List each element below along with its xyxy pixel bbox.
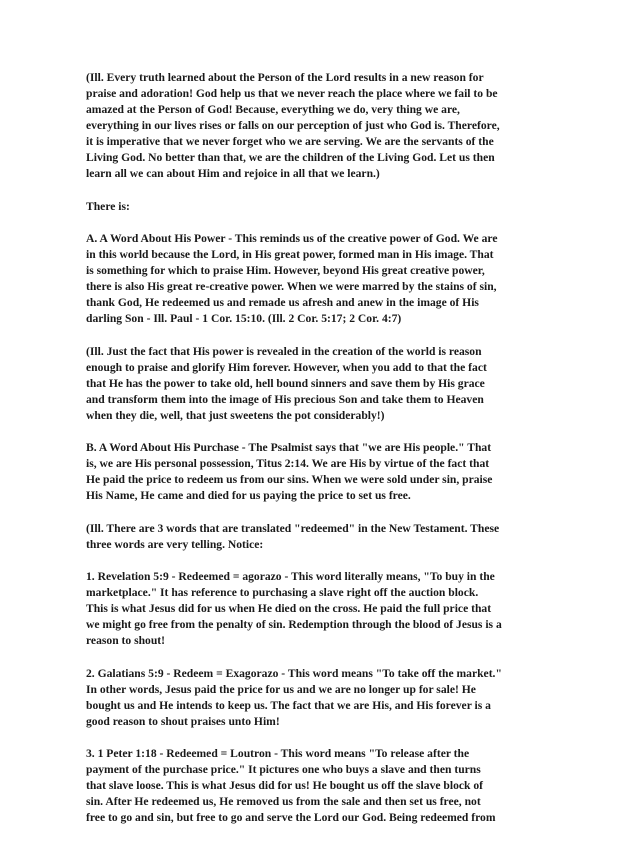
text-line: free to go and sin, but free to go and serve the Lord our God. Being redeemed from: [86, 811, 496, 824]
paragraph-power-illustration: [86, 344, 552, 424]
paragraph-point-2-exagorazo: [86, 666, 552, 730]
text-line: everything in our lives rises or falls on our perception of just who God is. Therefore,: [86, 119, 500, 132]
text-line: amazed at the Person of God! Because, everything we do, very thing we are,: [86, 103, 460, 116]
text-line: darling Son - Ill. Paul - 1 Cor. 15:10. (Ill. 2 Cor. 5:17; 2 Cor. 4:7): [86, 312, 402, 325]
paragraph-point-1-agorazo: [86, 569, 552, 649]
text-line: that He has the power to take old, hell bound sinners and save them by His grace: [86, 376, 485, 390]
text-line: it is imperative that we never forget who we are serving. We are the servants of the: [86, 135, 494, 148]
text-line: 3. 1 Peter 1:18 - Redeemed = Loutron - This word means "To release after the: [86, 747, 470, 760]
text-line: There is:: [86, 199, 130, 213]
paragraph-section-a-power: [86, 231, 552, 327]
text-line: sin. After He redeemed us, He removed us from the sale and then set us free, not: [86, 795, 481, 808]
text-line: praise and adoration! God help us that we never reach the place where we fail to be: [86, 87, 498, 100]
text-line: when they die, well, that just sweetens the pot considerably!): [86, 408, 385, 422]
text-line: we might go free from the penalty of sin. Redemption through the blood of Jesus is a: [86, 618, 502, 631]
text-line: (Ill. There are 3 words that are translated "redeemed" in the New Testament. These: [86, 521, 500, 535]
text-line: three words are very telling. Notice:: [86, 537, 264, 551]
text-line: is, we are His personal possession, Titus 2:14. We are His by virtue of the fact that: [86, 457, 490, 470]
text-line: thank God, He redeemed us and remade us afresh and anew in the image of His: [86, 296, 479, 309]
text-line: Living God. No better than that, we are the children of the Living God. Let us then: [86, 151, 495, 164]
text-line: In other words, Jesus paid the price for us and we are no longer up for sale! He: [86, 682, 476, 696]
text-line: B. A Word About His Purchase - The Psalmist says that "we are His people." That: [86, 441, 492, 454]
text-line: enough to praise and glorify Him forever. However, when you add to that the fact: [86, 360, 487, 374]
text-line: bought us and He intends to keep us. The fact that we are His, and His forever is a: [86, 698, 491, 712]
text-line: that slave loose. This is what Jesus did for us! He bought us off the slave block of: [86, 779, 484, 792]
text-line: A. A Word About His Power - This reminds us of the creative power of God. We are: [86, 232, 498, 245]
paragraph-there-is: [86, 199, 552, 215]
text-line: is something for which to praise Him. However, beyond His great creative power,: [86, 264, 485, 277]
text-line: payment of the purchase price." It pictures one who buys a slave and then turns: [86, 763, 481, 776]
text-line: there is also His great re-creative power. When we were marred by the stains of sin,: [86, 280, 497, 293]
text-line: 2. Galatians 5:9 - Redeem = Exagorazo - This word means "To take off the market.": [86, 666, 502, 680]
text-line: and transform them into the image of His precious Son and take them to Heaven: [86, 392, 484, 406]
text-line: (Ill. Every truth learned about the Person of the Lord results in a new reason for: [86, 71, 484, 84]
paragraph-redeemed-words: [86, 521, 552, 553]
text-line: reason to shout!: [86, 634, 166, 647]
text-line: marketplace." It has reference to purchasing a slave right off the auction block.: [86, 586, 479, 599]
document-page: [86, 70, 552, 843]
text-line: (Ill. Just the fact that His power is revealed in the creation of the world is reason: [86, 344, 482, 358]
text-line: He paid the price to redeem us from our sins. When we were sold under sin, praise: [86, 473, 493, 486]
text-line: in this world because the Lord, in His great power, formed man in His image. That: [86, 248, 494, 261]
text-line: good reason to shout praises unto Him!: [86, 714, 280, 728]
paragraph-intro-illustration: [86, 70, 552, 182]
text-line: 1. Revelation 5:9 - Redeemed = agorazo - This word literally means, "To buy in the: [86, 570, 495, 583]
paragraph-point-3-loutron: [86, 746, 552, 826]
text-line: His Name, He came and died for us paying the price to set us free.: [86, 489, 411, 502]
text-line: This is what Jesus did for us when He died on the cross. He paid the full price that: [86, 602, 492, 615]
paragraph-section-b-purchase: [86, 440, 552, 504]
text-line: learn all we can about Him and rejoice in all that we learn.): [86, 167, 380, 180]
